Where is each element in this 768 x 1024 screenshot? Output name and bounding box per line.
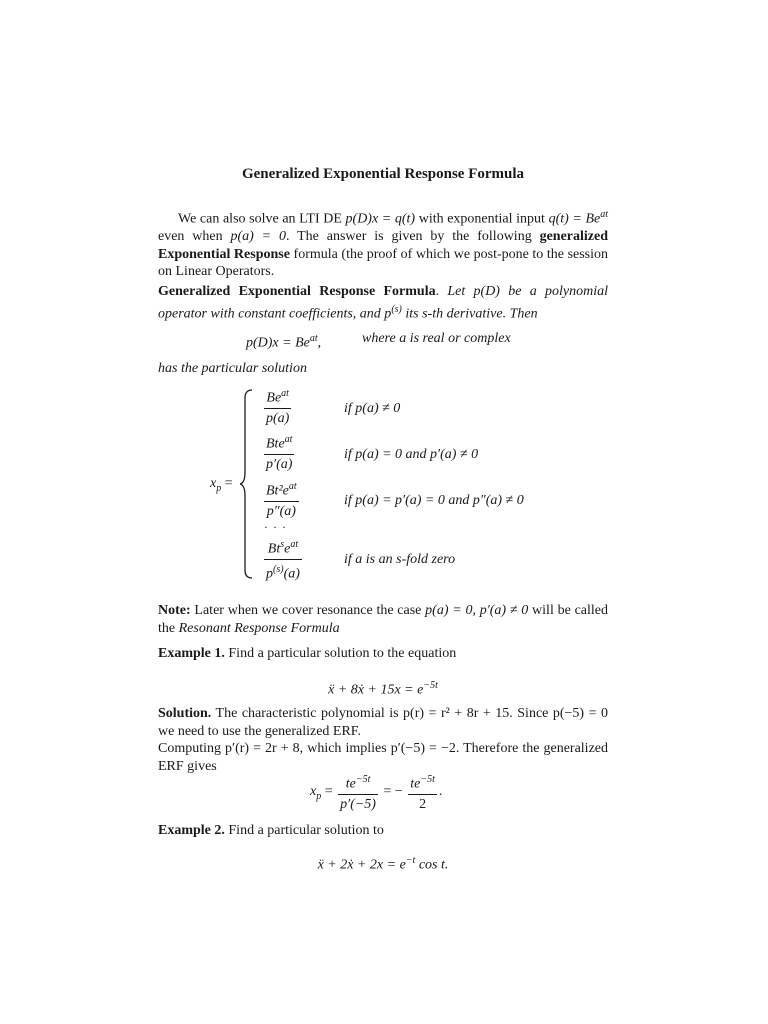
note-math: p(a) = 0, p′(a) ≠ 0 [425,603,529,618]
case-2-fraction [262,432,296,472]
theorem-text-2: its s-th derivative. Then [401,306,538,322]
case-2-den: p′(a) [264,454,294,472]
example-2-equation [158,852,608,874]
theorem-eq-comma: , [317,335,322,351]
case-3-condition: if p(a) = p′(a) = 0 and p″(a) ≠ 0 [344,493,524,508]
example-1-equation [158,677,608,699]
solution-label: Solution. [158,706,212,721]
theorem-text-1: Let p(D) be a polynomial operator with constant coefficients, and p [158,284,608,322]
case-3-num-sup: at [288,481,297,492]
intro-math-2-sup: at [600,209,609,220]
cases-eq-sign: = [224,476,233,491]
theorem-heading: Generalized Exponential Response Formula [158,284,436,299]
theorem-eq-note: where a is real or complex [362,331,511,346]
intro-math-1: p(D)x = q(t) [345,211,416,227]
case-4-den2: (a) [283,566,300,582]
note-text-1: Later when we cover resonance the case [190,603,426,618]
solution-lhs: x [310,784,317,800]
page-title: Generalized Exponential Response Formula [241,166,525,182]
example-1-label: Example 1. [158,646,225,661]
solution-end: . [438,784,443,800]
case-4-num2: e [284,541,291,557]
case-4-fraction [262,537,304,581]
theorem-eq-sup: at [309,333,318,344]
example-2-text: Find a particular solution to [224,823,384,838]
example-2-eq-sup: −t [405,855,416,866]
case-4-num-sup: s [280,539,285,550]
case-4-num2-sup: at [290,539,299,550]
solution-text-1: The characteristic polynomial is p(r) = r² + 8r + 15. Since p(−5) = 0 we need to use the generalized ERF. [158,706,608,739]
case-4-condition: if a is an s-fold zero [344,552,456,567]
cases-lhs-sub: p [216,482,222,494]
solution-f2-num: te [410,776,421,792]
solution-eq-sign-2: = − [383,784,403,800]
solution-formula [310,772,442,812]
case-4-den-sup: (s) [273,563,284,575]
case-2-num: Bte [266,436,285,452]
case-3-fraction [262,479,301,519]
case-4-num: Bt [267,541,281,557]
has-particular-solution: has the particular solution [158,361,307,376]
solution-eq-sign: = [324,784,333,800]
solution-lhs-sub: p [316,790,322,802]
solution-f1-den: p′(−5) [338,794,378,812]
example-1-eq: ẍ + 8ẋ + 15x = e [328,682,424,698]
case-4-den: p [266,566,273,582]
example-2-label: Example 2. [158,823,225,838]
case-1-num-sup: at [281,388,289,399]
intro-text-2: with exponential input [415,211,549,227]
solution-f2-den: 2 [408,794,437,812]
theorem-text-1-sup: (s) [391,303,402,315]
intro-text-5: formula (the proof of which we post-pone to the session on Linear Operators. [158,246,609,280]
example-2 [158,822,608,840]
case-1-den: p(a) [264,408,291,426]
theorem-paragraph [158,283,608,323]
solution-f1-sup: −5t [355,774,371,785]
example-1 [158,645,608,663]
case-1-num: Be [266,390,282,406]
intro-math-2: q(t) = Be [548,211,601,227]
document-page [158,0,608,1024]
note-paragraph [158,602,608,637]
example-1-text: Find a particular solution to the equation [224,646,457,661]
solution-paragraph-2: Computing p′(r) = 2r + 8, which implies p′(−5) = −2. Therefore the generalized ERF gives [158,741,608,774]
case-1-condition: if p(a) ≠ 0 [344,401,401,416]
intro-text-4: . The answer is given by the following [286,229,540,245]
intro-paragraph [158,206,608,281]
intro-text-1: We can also solve an LTI DE [178,211,346,227]
case-2-condition: if p(a) = 0 and p′(a) ≠ 0 [344,447,479,462]
example-2-eq-tail: cos t. [415,857,449,873]
left-brace-icon [240,388,254,580]
theorem-heading-dot: . [435,284,440,299]
case-3-den: p″(a) [264,501,299,519]
case-1-fraction [262,386,293,426]
solution-f2-sup: −5t [420,774,435,785]
cases-lhs-x: x [210,476,217,491]
note-text-2: will be called the [158,603,608,636]
cases-ellipsis: · · · [264,520,287,534]
solution-f1-num: te [345,776,356,792]
case-3-num: Bt²e [266,483,289,499]
intro-text-3: even when [158,229,231,245]
intro-math-3: p(a) = 0 [230,229,286,245]
example-1-eq-sup: −5t [423,680,438,691]
case-2-num-sup: at [284,434,293,445]
example-2-eq: ẍ + 2ẋ + 2x = e [317,857,406,873]
cases-lhs [210,475,233,497]
intro-bold: generalized Exponential Response [158,229,608,262]
solution-paragraph [158,705,608,740]
note-italic: Resonant Response Formula [178,620,340,636]
theorem-equation [246,330,321,352]
note-label: Note: [158,603,191,618]
theorem-eq: p(D)x = Be [246,335,310,351]
